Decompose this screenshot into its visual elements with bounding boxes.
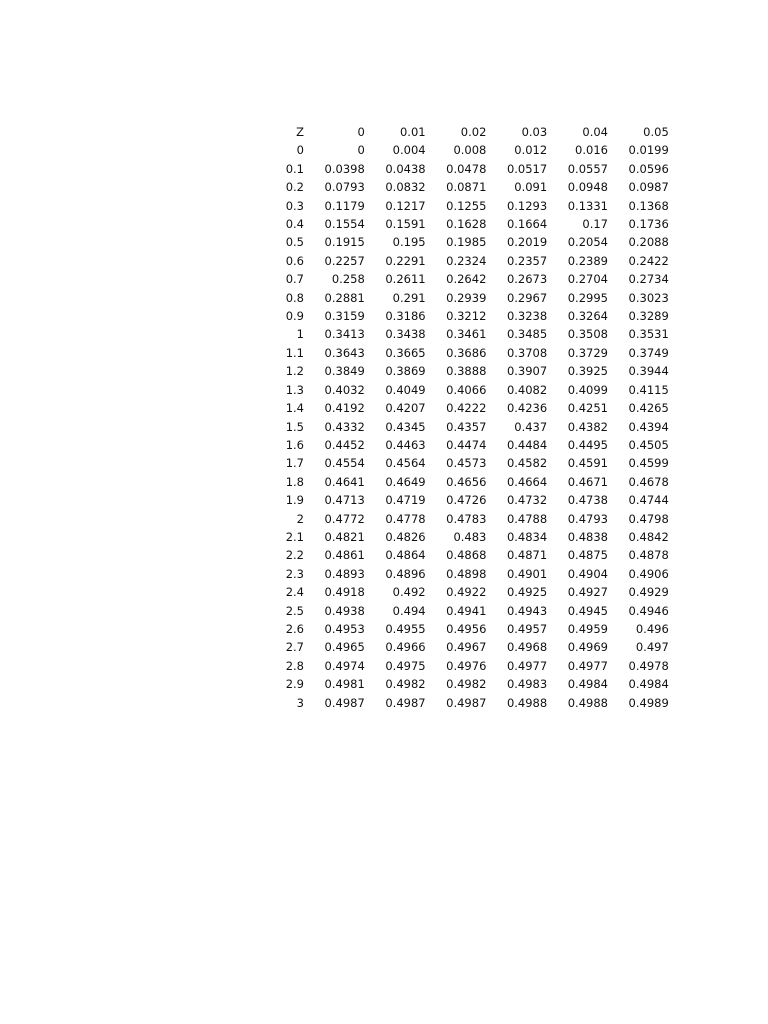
table-row [250, 657, 669, 675]
table-cell: 0.4978 [628, 658, 669, 673]
z-value-cell: 0 [296, 143, 304, 158]
z-value-cell: 1 [296, 327, 304, 342]
table-cell: 0.016 [575, 143, 608, 158]
table-cell: 0.012 [514, 143, 548, 158]
table-cell: 0.4878 [628, 548, 669, 563]
table-cell: 0.4893 [324, 566, 365, 581]
z-value-cell: 2.5 [285, 603, 304, 618]
table-cell: 0.0596 [628, 161, 669, 176]
table-cell: 0.2939 [446, 290, 487, 305]
table-cell: 0.4641 [324, 474, 365, 489]
table-cell: 0.4871 [506, 548, 548, 563]
table-cell: 0.4868 [446, 548, 487, 563]
z-value-cell: 2.6 [285, 621, 304, 636]
table-cell: 0.1915 [324, 235, 365, 250]
table-cell: 0.4744 [628, 493, 669, 508]
table-row [250, 141, 669, 159]
table-cell: 0.2357 [506, 253, 548, 268]
table-cell: 0.4678 [628, 474, 669, 489]
table-cell: 0.3289 [628, 309, 669, 324]
table-cell: 0.2704 [567, 272, 608, 287]
table-cell: 0.4875 [567, 548, 608, 563]
table-cell: 0.2967 [506, 290, 548, 305]
table-cell: 0.4983 [506, 677, 548, 692]
table-cell: 0.4821 [324, 529, 365, 544]
table-cell: 0.1179 [324, 198, 365, 213]
table-cell: 0.4987 [385, 695, 426, 710]
table-row [250, 436, 669, 454]
table-cell: 0.2611 [385, 272, 426, 287]
table-cell: 0.3665 [385, 345, 426, 360]
table-cell: 0.0199 [628, 143, 669, 158]
z-value-cell: 0.9 [285, 309, 304, 324]
table-cell: 0.4904 [567, 566, 608, 581]
header-cell: 0.02 [460, 125, 487, 139]
table-cell: 0.0438 [385, 161, 426, 176]
z-value-cell: 1.3 [285, 382, 304, 397]
table-cell: 0.3888 [446, 364, 487, 379]
table-cell: 0.3438 [385, 327, 426, 342]
table-row [250, 252, 669, 270]
table-cell: 0.4115 [628, 382, 669, 397]
table-cell: 0.3686 [446, 345, 487, 360]
table-cell: 0.0478 [446, 161, 487, 176]
header-row [250, 123, 669, 141]
table-cell: 0.0517 [506, 161, 548, 176]
table-cell: 0.4925 [506, 585, 548, 600]
table-cell: 0.4977 [567, 658, 608, 673]
table-cell: 0.4798 [628, 511, 669, 526]
table-row [250, 694, 669, 712]
table-cell: 0.0793 [324, 180, 365, 195]
table-cell: 0.4671 [567, 474, 608, 489]
table-cell: 0.4032 [324, 382, 365, 397]
table-cell: 0.1591 [385, 217, 426, 232]
table-cell: 0.0398 [324, 161, 365, 176]
table-cell: 0.4772 [324, 511, 365, 526]
header-cell: 0.04 [582, 125, 608, 139]
z-value-cell: 2.2 [285, 548, 304, 563]
table-cell: 0.4452 [324, 437, 365, 452]
table-cell: 0.2054 [567, 235, 608, 250]
table-cell: 0.4783 [446, 511, 487, 526]
table-cell: 0.4719 [385, 493, 426, 508]
table-cell: 0.3849 [324, 364, 365, 379]
table-row [250, 325, 669, 343]
table-cell: 0.4943 [506, 603, 548, 618]
table-cell: 0.4732 [506, 493, 548, 508]
table-cell: 0.4582 [506, 456, 548, 471]
table-cell: 0.004 [392, 143, 426, 158]
table-cell: 0.4495 [567, 437, 608, 452]
table-row [250, 473, 669, 491]
table-cell: 0.0871 [446, 180, 487, 195]
z-value-cell: 2.9 [285, 677, 304, 692]
z-value-cell: 1.1 [285, 345, 304, 360]
table-cell: 0.4969 [567, 640, 608, 655]
table-cell: 0.4953 [324, 621, 365, 636]
table-cell: 0.4082 [506, 382, 548, 397]
table-cell: 0.4649 [385, 474, 426, 489]
table-cell: 0.3531 [628, 327, 669, 342]
z-value-cell: 2 [296, 511, 304, 526]
table-row [250, 565, 669, 583]
table-cell: 0.4984 [567, 677, 608, 692]
table-cell: 0.3264 [567, 309, 608, 324]
table-cell: 0.4955 [385, 621, 426, 636]
table-row [250, 454, 669, 472]
table-cell: 0.1331 [567, 198, 608, 213]
z-value-cell: 1.6 [285, 437, 304, 452]
table-cell: 0.4901 [506, 566, 548, 581]
table-cell: 0.4788 [506, 511, 548, 526]
table-cell: 0.4945 [567, 603, 608, 618]
z-table-header [250, 123, 669, 141]
table-row [250, 675, 669, 693]
table-row [250, 399, 669, 417]
table-cell: 0.3212 [446, 309, 487, 324]
table-row [250, 270, 669, 288]
table-cell: 0.4946 [628, 603, 669, 618]
table-cell: 0.4918 [324, 585, 365, 600]
table-cell: 0.4941 [446, 603, 487, 618]
z-value-cell: 2.1 [285, 529, 304, 544]
z-value-cell: 1.2 [285, 364, 304, 379]
table-cell: 0.4842 [628, 529, 669, 544]
table-cell: 0.0832 [385, 180, 426, 195]
table-cell: 0.2019 [506, 235, 548, 250]
table-cell: 0.4988 [506, 695, 548, 710]
table-cell: 0.1736 [628, 217, 669, 232]
table-cell: 0.2257 [324, 253, 365, 268]
table-cell: 0.195 [392, 235, 426, 250]
table-cell: 0.008 [453, 143, 487, 158]
table-cell: 0.2422 [628, 253, 669, 268]
table-cell: 0.4968 [506, 640, 548, 655]
z-value-cell: 0.4 [285, 217, 304, 232]
table-cell: 0.4864 [385, 548, 426, 563]
table-cell: 0.496 [635, 621, 669, 636]
table-cell: 0.4265 [628, 401, 669, 416]
table-row [250, 620, 669, 638]
z-value-cell: 2.4 [285, 585, 304, 600]
table-cell: 0.3023 [628, 290, 669, 305]
table-cell: 0.4713 [324, 493, 365, 508]
table-cell: 0.4554 [324, 456, 365, 471]
z-value-cell: 1.7 [285, 456, 304, 471]
table-cell: 0.1628 [446, 217, 487, 232]
header-cell: 0 [357, 125, 365, 139]
table-cell: 0.483 [453, 529, 487, 544]
table-cell: 0.2734 [628, 272, 669, 287]
table-cell: 0.3869 [385, 364, 426, 379]
table-cell: 0.1368 [628, 198, 669, 213]
z-value-cell: 0.5 [285, 235, 304, 250]
table-cell: 0.494 [392, 603, 426, 618]
table-cell: 0.4484 [506, 437, 548, 452]
table-row [250, 215, 669, 233]
table-cell: 0.1217 [385, 198, 426, 213]
table-cell: 0.4906 [628, 566, 669, 581]
z-value-cell: 1.5 [285, 419, 304, 434]
table-cell: 0.4838 [567, 529, 608, 544]
table-cell: 0.0557 [567, 161, 608, 176]
table-cell: 0.2324 [446, 253, 487, 268]
table-cell: 0.3461 [446, 327, 487, 342]
table-row [250, 381, 669, 399]
table-cell: 0.4929 [628, 585, 669, 600]
table-cell: 0.4956 [446, 621, 487, 636]
table-cell: 0.091 [514, 180, 548, 195]
table-cell: 0.4898 [446, 566, 487, 581]
table-cell: 0.4927 [567, 585, 608, 600]
table-cell: 0.4974 [324, 658, 365, 673]
table-cell: 0.4599 [628, 456, 669, 471]
table-row [250, 583, 669, 601]
table-row [250, 528, 669, 546]
table-cell: 0.4967 [446, 640, 487, 655]
table-row [250, 197, 669, 215]
table-cell: 0.4976 [446, 658, 487, 673]
table-cell: 0.4656 [446, 474, 487, 489]
table-cell: 0.4989 [628, 695, 669, 710]
z-value-cell: 0.6 [285, 253, 304, 268]
table-cell: 0.4726 [446, 493, 487, 508]
z-value-cell: 1.8 [285, 474, 304, 489]
table-cell: 0.1293 [506, 198, 548, 213]
table-row [250, 510, 669, 528]
header-cell: 0.03 [521, 125, 548, 139]
table-cell: 0 [357, 143, 365, 158]
table-cell: 0.4981 [324, 677, 365, 692]
table-cell: 0.4345 [385, 419, 426, 434]
z-value-cell: 0.1 [285, 161, 304, 176]
table-cell: 0.2642 [446, 272, 487, 287]
table-cell: 0.0987 [628, 180, 669, 195]
z-value-cell: 0.2 [285, 180, 304, 195]
table-cell: 0.4192 [324, 401, 365, 416]
table-cell: 0.4982 [446, 677, 487, 692]
table-row [250, 289, 669, 307]
table-cell: 0.4965 [324, 640, 365, 655]
table-cell: 0.4591 [567, 456, 608, 471]
table-cell: 0.17 [582, 217, 608, 232]
table-cell: 0.4066 [446, 382, 487, 397]
table-row [250, 602, 669, 620]
table-cell: 0.4957 [506, 621, 548, 636]
table-cell: 0.2291 [385, 253, 426, 268]
table-cell: 0.3729 [567, 345, 608, 360]
table-row [250, 418, 669, 436]
table-cell: 0.4474 [446, 437, 487, 452]
z-value-cell: 2.7 [285, 640, 304, 655]
table-row [250, 344, 669, 362]
table-cell: 0.4826 [385, 529, 426, 544]
z-value-cell: 0.8 [285, 290, 304, 305]
z-table-body [250, 141, 669, 712]
table-cell: 0.4664 [506, 474, 548, 489]
table-cell: 0.3413 [324, 327, 365, 342]
table-cell: 0.1985 [446, 235, 487, 250]
table-cell: 0.2995 [567, 290, 608, 305]
table-cell: 0.3643 [324, 345, 365, 360]
header-cell: 0.05 [643, 125, 669, 139]
table-cell: 0.3159 [324, 309, 365, 324]
table-cell: 0.4987 [324, 695, 365, 710]
table-cell: 0.4394 [628, 419, 669, 434]
table-cell: 0.4793 [567, 511, 608, 526]
header-cell: 0.01 [399, 125, 426, 139]
table-cell: 0.4987 [446, 695, 487, 710]
table-cell: 0.3907 [506, 364, 548, 379]
z-value-cell: 1.9 [285, 493, 304, 508]
table-row [250, 233, 669, 251]
table-row [250, 160, 669, 178]
z-value-cell: 0.7 [285, 272, 304, 287]
table-cell: 0.3485 [506, 327, 548, 342]
table-cell: 0.492 [392, 585, 426, 600]
header-z-label: Z [296, 125, 304, 139]
table-cell: 0.3186 [385, 309, 426, 324]
table-cell: 0.4382 [567, 419, 608, 434]
table-cell: 0.4896 [385, 566, 426, 581]
table-cell: 0.4977 [506, 658, 548, 673]
z-table [250, 123, 669, 712]
table-cell: 0.4959 [567, 621, 608, 636]
table-row [250, 362, 669, 380]
table-cell: 0.4332 [324, 419, 365, 434]
table-cell: 0.4222 [446, 401, 487, 416]
table-row [250, 307, 669, 325]
table-cell: 0.4984 [628, 677, 669, 692]
table-cell: 0.4463 [385, 437, 426, 452]
table-cell: 0.3708 [506, 345, 548, 360]
table-cell: 0.4236 [506, 401, 548, 416]
table-cell: 0.4778 [385, 511, 426, 526]
table-cell: 0.2881 [324, 290, 365, 305]
table-cell: 0.4564 [385, 456, 426, 471]
table-cell: 0.4505 [628, 437, 669, 452]
table-cell: 0.2088 [628, 235, 669, 250]
table-cell: 0.3925 [567, 364, 608, 379]
table-cell: 0.4988 [567, 695, 608, 710]
z-value-cell: 2.3 [285, 566, 304, 581]
table-row [250, 178, 669, 196]
table-row [250, 491, 669, 509]
table-cell: 0.4099 [567, 382, 608, 397]
table-cell: 0.2673 [506, 272, 548, 287]
z-value-cell: 1.4 [285, 401, 304, 416]
table-cell: 0.258 [331, 272, 365, 287]
table-row [250, 638, 669, 656]
table-cell: 0.4922 [446, 585, 487, 600]
table-cell: 0.4834 [506, 529, 548, 544]
table-cell: 0.4982 [385, 677, 426, 692]
table-cell: 0.4966 [385, 640, 426, 655]
z-value-cell: 0.3 [285, 198, 304, 213]
table-cell: 0.437 [514, 419, 548, 434]
table-cell: 0.3944 [628, 364, 669, 379]
table-cell: 0.2389 [567, 253, 608, 268]
table-cell: 0.1664 [506, 217, 548, 232]
table-cell: 0.0948 [567, 180, 608, 195]
table-cell: 0.4861 [324, 548, 365, 563]
z-value-cell: 2.8 [285, 658, 304, 673]
table-cell: 0.4573 [446, 456, 487, 471]
table-cell: 0.3238 [506, 309, 548, 324]
z-value-cell: 3 [296, 695, 304, 710]
table-cell: 0.4357 [446, 419, 487, 434]
table-cell: 0.1255 [446, 198, 487, 213]
table-cell: 0.4738 [567, 493, 608, 508]
table-cell: 0.4251 [567, 401, 608, 416]
table-cell: 0.4207 [385, 401, 426, 416]
table-cell: 0.1554 [324, 217, 365, 232]
table-cell: 0.3508 [567, 327, 608, 342]
table-cell: 0.4938 [324, 603, 365, 618]
table-cell: 0.497 [635, 640, 669, 655]
table-cell: 0.3749 [628, 345, 669, 360]
table-row [250, 546, 669, 564]
table-cell: 0.4975 [385, 658, 426, 673]
table-cell: 0.291 [392, 290, 426, 305]
table-cell: 0.4049 [385, 382, 426, 397]
